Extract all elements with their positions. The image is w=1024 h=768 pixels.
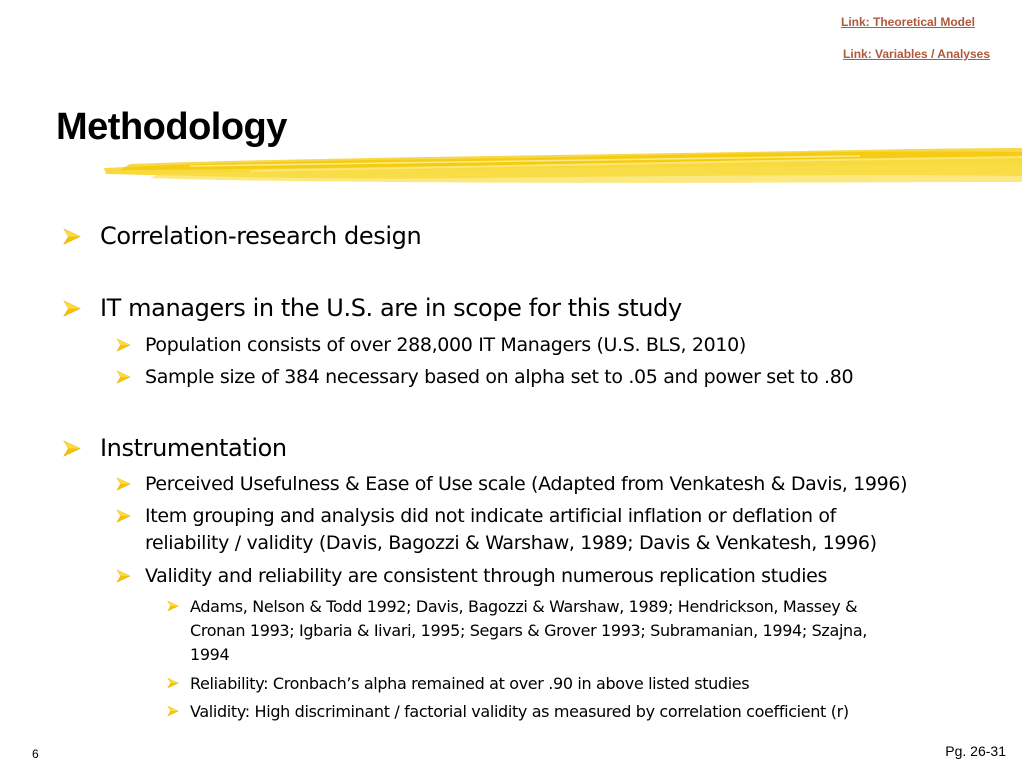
arrowhead-bullet-icon — [116, 477, 131, 491]
list-item-text: reliability / validity (Davis, Bagozzi & Warshaw, 1989; Davis & Venkatesh, 1996) — [145, 532, 877, 554]
list-item-text: Reliability: Cronbach’s alpha remained at over .90 in above listed studies — [190, 674, 750, 693]
arrowhead-bullet-icon — [167, 705, 179, 717]
list-item-continuation — [190, 619, 867, 643]
list-item-text: IT managers in the U.S. are in scope for this study — [100, 294, 682, 322]
list-item-text: Cronan 1993; Igbaria & Iivari, 1995; Segars & Grover 1993; Subramanian, 1994; Szajna, — [190, 621, 868, 640]
link-variables-analyses[interactable]: Link: Variables / Analyses — [843, 47, 990, 61]
list-item-text: Instrumentation — [100, 434, 287, 462]
arrowhead-bullet-icon — [116, 509, 131, 523]
list-item-text: Item grouping and analysis did not indicate artificial inflation or deflation of — [145, 505, 836, 527]
list-item — [190, 700, 849, 724]
slide-title: Methodology — [56, 106, 287, 148]
list-item-text: 1994 — [190, 645, 230, 664]
arrowhead-bullet-icon — [63, 300, 81, 317]
list-item-text: Population consists of over 288,000 IT Managers (U.S. BLS, 2010) — [145, 334, 746, 356]
arrowhead-bullet-icon — [63, 440, 81, 457]
list-item — [190, 672, 749, 696]
list-item — [190, 595, 857, 619]
list-item-text: Validity: High discriminant / factorial validity as measured by correlation coefficient (r) — [190, 702, 849, 721]
list-item-continuation — [190, 643, 229, 667]
arrowhead-bullet-icon — [63, 228, 81, 245]
arrowhead-bullet-icon — [116, 370, 131, 384]
list-item — [145, 503, 836, 530]
page-reference: Pg. 26-31 — [945, 743, 1006, 759]
arrowhead-bullet-icon — [116, 569, 131, 583]
slide-number: 6 — [32, 747, 39, 761]
list-item — [145, 471, 907, 498]
list-item-continuation — [145, 530, 877, 557]
list-item-text: Sample size of 384 necessary based on alpha set to .05 and power set to .80 — [145, 366, 854, 388]
list-item — [100, 434, 287, 462]
list-item — [145, 364, 853, 391]
list-item — [100, 294, 682, 322]
list-item-text: Correlation-research design — [100, 222, 422, 250]
list-item-text: Adams, Nelson & Todd 1992; Davis, Bagozzi & Warshaw, 1989; Hendrickson, Massey & — [190, 597, 858, 616]
list-item-text: Validity and reliability are consistent through numerous replication studies — [145, 565, 828, 587]
arrowhead-bullet-icon — [167, 600, 179, 612]
list-item-text: Perceived Usefulness & Ease of Use scale (Adapted from Venkatesh & Davis, 1996) — [145, 473, 908, 495]
link-theoretical-model[interactable]: Link: Theoretical Model — [840, 15, 975, 29]
list-item — [100, 222, 421, 250]
list-item — [145, 563, 827, 590]
list-item — [145, 332, 746, 359]
arrowhead-bullet-icon — [167, 677, 179, 689]
arrowhead-bullet-icon — [116, 338, 131, 352]
